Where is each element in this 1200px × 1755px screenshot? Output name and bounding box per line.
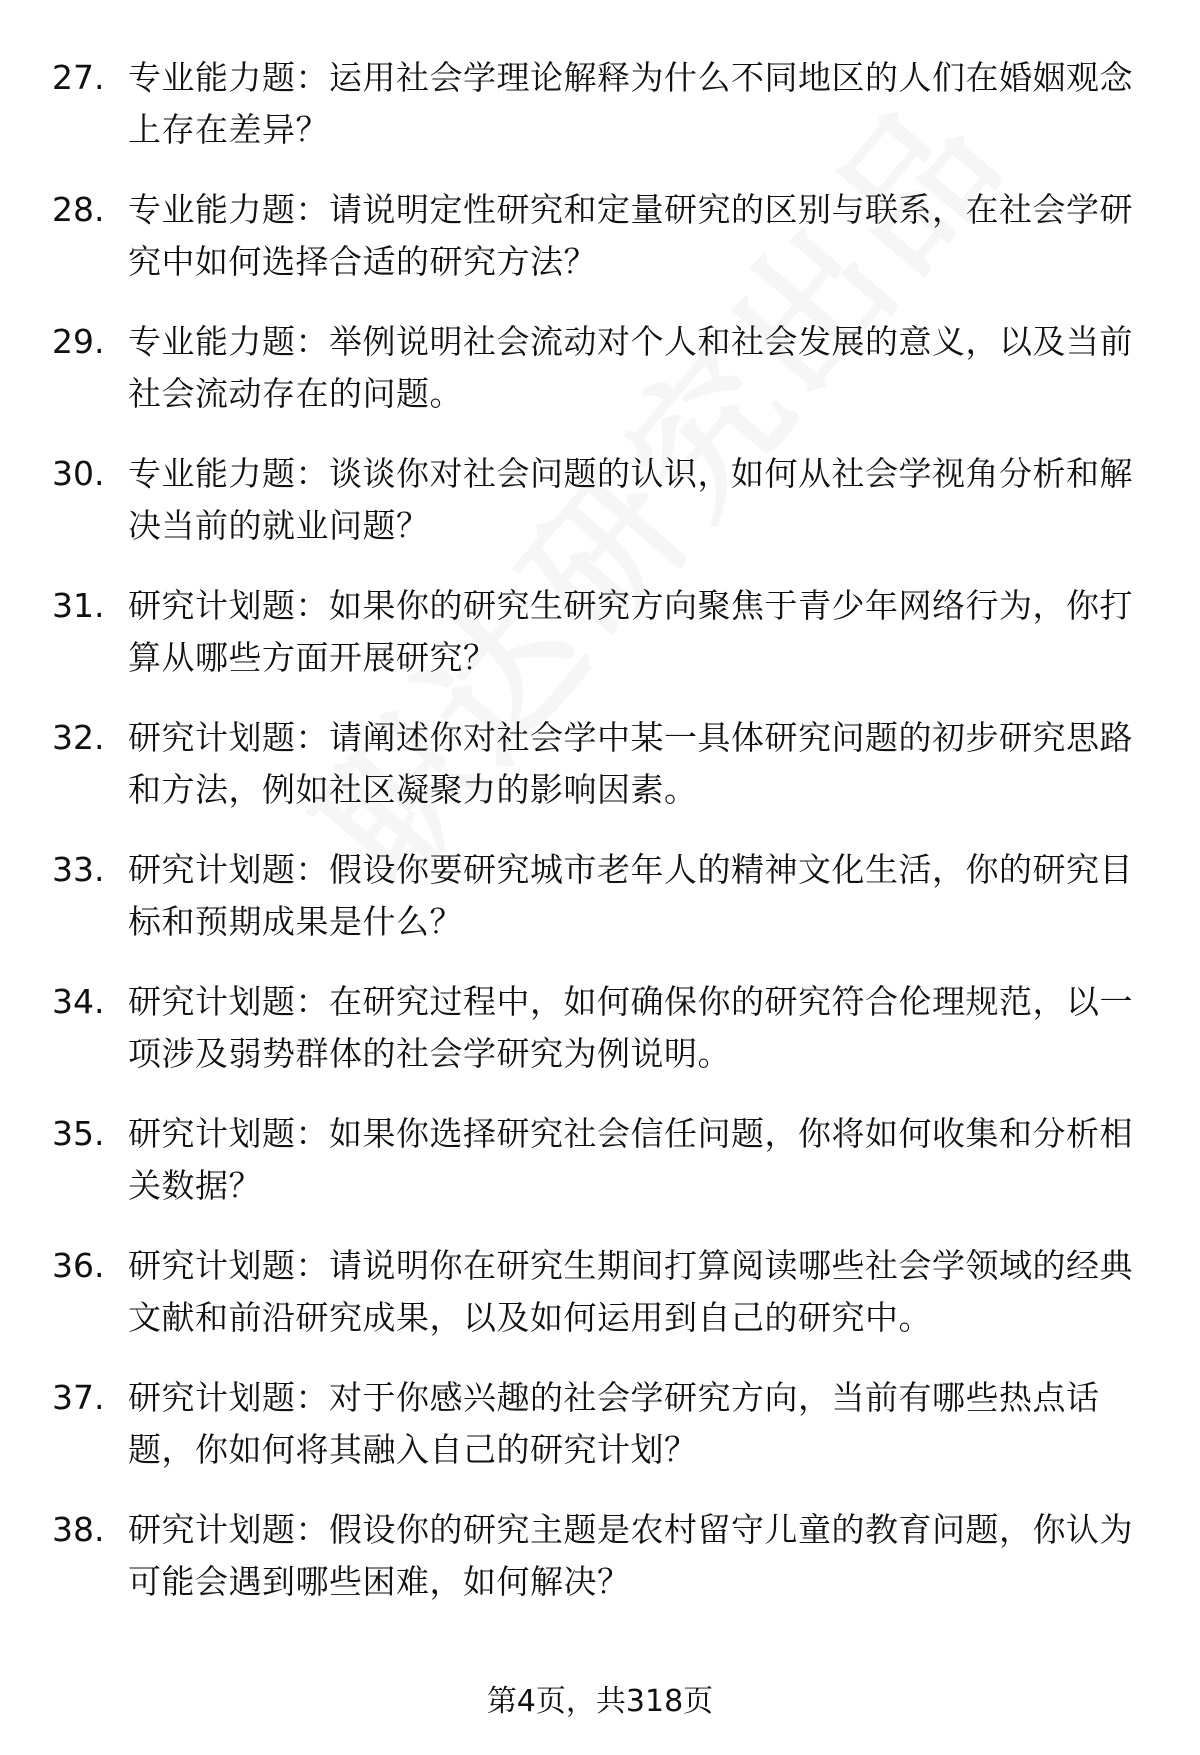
question-number: 35. [52,1114,105,1153]
page-footer: 第4页，共318页 [486,1684,714,1719]
question-text: 研究计划题：在研究过程中，如何确保你的研究符合伦理规范，以一项涉及弱势群体的社会学研究为例说明。 [128,982,1133,1073]
question-item [0,976,1200,1108]
question-text: 研究计划题：假设你的研究主题是农村留守儿童的教育问题，你认为可能会遇到哪些困难，如何解决？ [128,1510,1133,1601]
question-text: 专业能力题：举例说明社会流动对个人和社会发展的意义，以及当前社会流动存在的问题。 [128,322,1133,413]
question-text: 研究计划题：请阐述你对社会学中某一具体研究问题的初步研究思路和方法，例如社区凝聚力的影响因素。 [128,718,1133,809]
question-number: 27. [52,58,105,97]
question-text: 研究计划题：假设你要研究城市老年人的精神文化生活，你的研究目标和预期成果是什么？ [128,850,1133,941]
question-item [0,580,1200,712]
question-number: 31. [52,586,105,625]
question-number: 34. [52,982,105,1021]
question-number: 38. [52,1510,105,1549]
question-item [0,1372,1200,1504]
question-number: 32. [52,718,105,757]
question-item [0,52,1200,184]
question-list [0,52,1200,1636]
question-text: 研究计划题：如果你选择研究社会信任问题，你将如何收集和分析相关数据？ [128,1114,1133,1205]
question-item [0,712,1200,844]
question-number: 28. [52,190,105,229]
question-item [0,1240,1200,1372]
question-item [0,1504,1200,1636]
question-text: 研究计划题：如果你的研究生研究方向聚焦于青少年网络行为，你打算从哪些方面开展研究？ [128,586,1133,677]
question-text: 研究计划题：对于你感兴趣的社会学研究方向，当前有哪些热点话题，你如何将其融入自己的研究计划？ [128,1378,1100,1469]
question-number: 33. [52,850,105,889]
question-item [0,844,1200,976]
question-number: 29. [52,322,105,361]
question-item [0,448,1200,580]
question-item [0,1108,1200,1240]
question-text: 专业能力题：运用社会学理论解释为什么不同地区的人们在婚姻观念上存在差异？ [128,58,1133,149]
question-number: 36. [52,1246,105,1285]
question-number: 37. [52,1378,105,1417]
question-item [0,184,1200,316]
question-text: 专业能力题：请说明定性研究和定量研究的区别与联系，在社会学研究中如何选择合适的研究方法？ [128,190,1133,281]
question-text: 专业能力题：谈谈你对社会问题的认识，如何从社会学视角分析和解决当前的就业问题？ [128,454,1133,545]
question-text: 研究计划题：请说明你在研究生期间打算阅读哪些社会学领域的经典文献和前沿研究成果，以及如何运用到自己的研究中。 [128,1246,1133,1337]
question-number: 30. [52,454,105,493]
question-item [0,316,1200,448]
